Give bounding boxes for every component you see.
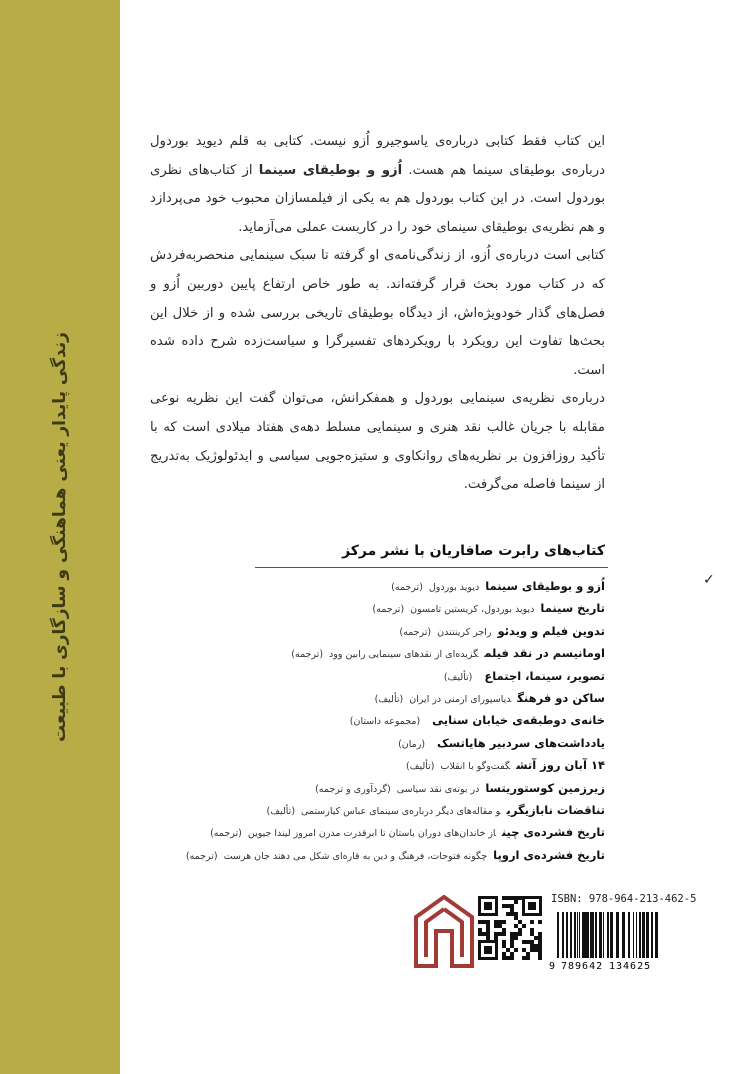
book-list-title: کتاب‌های رابرت صافاریان با نشر مرکز — [342, 543, 605, 559]
book-title: تصویر، سینما، اجتماع — [484, 668, 605, 683]
book-note: در بوته‌ی نقد سیاسی — [396, 783, 480, 795]
book-note: دیاسپورای ارمنی در ایران — [409, 693, 512, 705]
blurb — [150, 128, 605, 500]
book-title: خانه‌ی دوطبقه‌ی خیابان سنایی — [432, 713, 605, 728]
book-note: گفت‌وگو با انقلاب — [440, 761, 511, 773]
book-note: و مقاله‌های دیگر درباره‌ی سینمای عباس کیارستمی — [301, 805, 501, 817]
book-list-item — [135, 799, 605, 821]
book-list-item — [135, 642, 605, 664]
book-note: راجر کرینتندن — [437, 626, 492, 638]
book-role: (تألیف) — [374, 693, 404, 705]
blurb-p1-text-a: این کتاب فقط کتابی درباره‌ی یاسوجیرو اُزو نیست. کتابی به قلم دیوید بوردول درباره‌ی بوطیقای سینما هم هست. — [150, 134, 605, 178]
book-role: (ترجمه) — [372, 604, 405, 616]
book-note: از خاندان‌های دوران باستان تا ابرقدرت مدرن امروز لیندا جیوین — [247, 828, 496, 840]
book-list-item — [135, 709, 605, 731]
spine-title: زندگی پایدار یعنی هماهنگی و سازگاری با طبیعت — [50, 332, 70, 742]
isbn-text: ISBN: 978-964-213-462-5 — [551, 893, 697, 905]
barcode-digits-right: 134625 — [609, 961, 652, 970]
book-role: (رمان) — [398, 738, 426, 750]
book-role: (تألیف) — [266, 805, 296, 817]
blurb-paragraph-3: درباره‌ی نظریه‌ی سینمایی بوردول و همفکرانش، می‌توان گفت این نظریه نوعی مقابله با جریان غالب نقد هنری و سینمایی مسلط دهه‌ی هفتاد میلادی است که با تأکید روزافزون بر نظریه‌های روانکاوی و ستیزه‌جویی سیاسی و ایدئولوژیک به‌تدریج از سینما فاصله می‌گرفت. — [150, 391, 605, 493]
book-role: (ترجمه) — [210, 828, 242, 840]
check-icon: ✓ — [703, 572, 715, 588]
book-list-item — [135, 665, 605, 687]
book-title: ۱۴ آبان روز آتش — [516, 758, 605, 773]
book-title: اُزو و بوطیقای سینما — [485, 579, 605, 593]
book-spine — [0, 0, 120, 1074]
book-role: (ترجمه) — [399, 626, 432, 638]
book-list-item — [135, 575, 605, 597]
barcode-icon — [549, 912, 661, 970]
book-note: دیوید بوردول — [428, 582, 480, 593]
book-role: (ترجمه) — [185, 850, 218, 862]
book-list-item — [135, 821, 605, 843]
qr-code-icon — [478, 896, 542, 960]
book-list-item — [135, 687, 605, 709]
book-title: یادداشت‌های سردبیر هایاتسک — [437, 735, 605, 750]
book-list — [135, 575, 605, 866]
publisher-logo-icon — [414, 895, 474, 968]
blurb-book-title: اُزو و بوطیقای سینما — [258, 162, 403, 178]
barcode-digits-left: 789642 — [561, 961, 604, 970]
book-title: تناقضات نابازیگری — [506, 802, 605, 817]
book-note: دیوید بوردول، کریستین تامسون — [410, 604, 535, 616]
blurb-paragraph-2: کتابی است درباره‌ی اُزو، از زندگی‌نامه‌ی او گرفته تا سبک سینمایی منحصربه‌فردش که در کتاب مورد بحث قرار گرفته‌اند. به طور خاص ارتفاع پایین دوربین اُزو و فصل‌های گذار خودویژه‌اش، از دیدگاه بوطیقای تاریخی بررسی شده و از خلال این بحث‌ها تفاوت این رویکرد با رویکردهای تفسیرگرا و سیاست‌زده شرح داده شده است. — [150, 248, 605, 378]
book-title: زیرزمین کوستوریتسا — [485, 780, 605, 795]
book-title: تاریخ سینما — [540, 601, 605, 616]
divider — [255, 567, 608, 568]
book-title: تاریخ فشرده‌ی چین — [501, 825, 605, 840]
book-list-item — [135, 620, 605, 642]
book-list-item — [135, 754, 605, 776]
book-title: ساکن دو فرهنگ — [517, 690, 605, 705]
book-title: اومانیسم در نقد فیلم — [484, 646, 605, 661]
blurb-p1-text-b: از کتاب‌های نظری بوردول است. در این کتاب بوردول هم به یکی از فیلمسازان محبوب خود می‌پردازد و هم نظریه‌ی بوطیقای سینمای خود را در کاربست عملی می‌آزماید. — [150, 162, 605, 235]
book-role: (گردآوری و ترجمه) — [315, 783, 391, 795]
blurb-paragraph-1 — [150, 128, 605, 242]
book-role: (مجموعه داستان) — [349, 716, 421, 728]
book-role: (تألیف) — [443, 671, 473, 683]
book-list-item — [135, 844, 605, 866]
book-title: تاریخ فشرده‌ی اروپا — [493, 847, 605, 862]
book-list-item — [135, 732, 605, 754]
book-role: (ترجمه) — [391, 582, 423, 593]
book-list-item — [135, 777, 605, 799]
book-role: (ترجمه) — [291, 649, 324, 661]
book-note: گزیده‌ای از نقدهای سینمایی رابین وود — [329, 649, 479, 661]
book-note: چگونه فتوحات، فرهنگ و دین به قاره‌ای شکل می دهند جان هرست — [223, 850, 488, 862]
book-title: تدوین فیلم و ویدئو — [497, 623, 605, 638]
barcode-digit-first: 9 — [549, 961, 556, 970]
book-role: (تألیف) — [405, 761, 435, 773]
book-list-item — [135, 597, 605, 619]
